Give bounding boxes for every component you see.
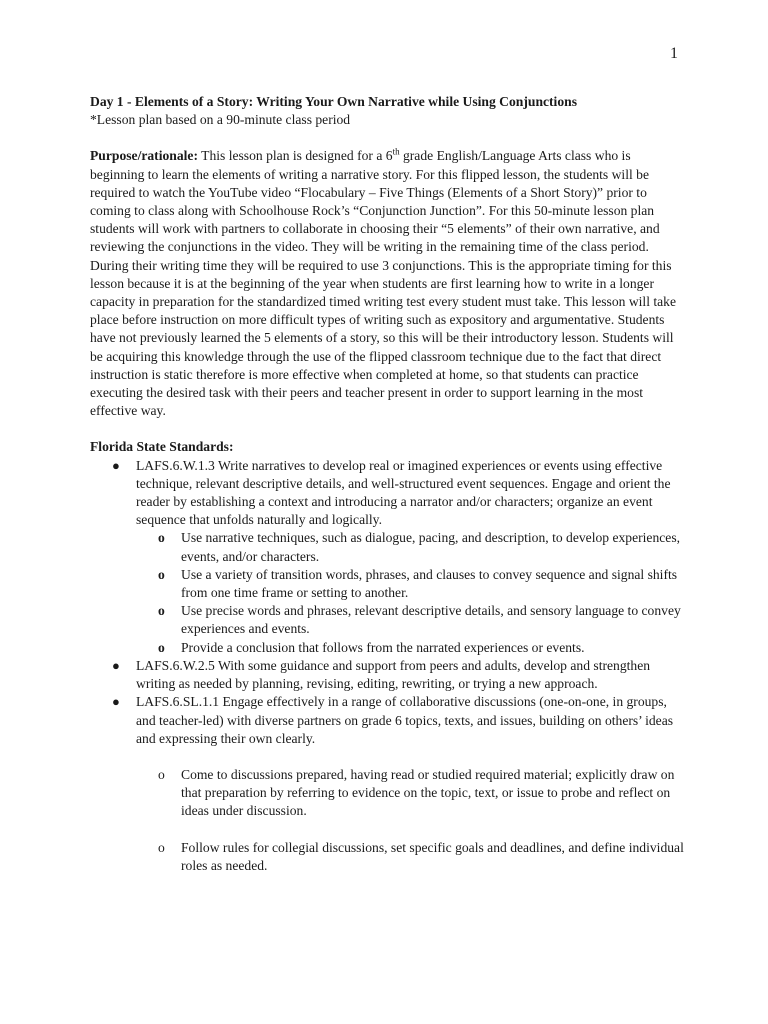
purpose-text-start: This lesson plan is designed for a 6 [197,148,393,164]
sub-standard-text: Provide a conclusion that follows from the narrated experiences or events. [181,639,585,655]
document-body [90,93,688,893]
sub-standard-text: Use precise words and phrases, relevant descriptive details, and sensory language to convey experiences and events. [181,603,681,637]
sub-standard-item [136,639,688,657]
sub-standards-list [136,766,688,875]
standard-text: LAFS.6.W.2.5 With some guidance and support from peers and adults, develop and strengthen writing as needed by planning, revising, editing, rewriting, or trying a new approach. [136,657,651,692]
lesson-title: Day 1 - Elements of a Story: Writing Your Own Narrative while Using Conjunctions [90,94,577,109]
sub-bullet-icon: o [158,639,165,655]
sub-bullet-icon: o [158,603,165,619]
standard-item-w25 [90,657,688,693]
sub-standard-item [136,602,688,638]
sub-standard-item [136,566,688,602]
bullet-icon: ● [112,694,120,710]
standard-text: LAFS.6.W.1.3 Write narratives to develop real or imagined experiences or events using effective technique, relevant descriptive details, and well-structured event sequences. Engage and orient the reader by establishing a context and introducing a narrator and/or characters; organize an event sequence that unfolds naturally and logically. [136,457,671,528]
standards-list [90,457,688,875]
purpose-paragraph [90,147,688,420]
purpose-label: Purpose/rationale: [90,148,198,164]
sub-standard-text: Use narrative techniques, such as dialogue, pacing, and description, to develop experiences, events, and/or characters. [181,530,681,564]
bullet-icon: ● [112,457,120,473]
standard-item-w13 [90,457,688,657]
lesson-subtitle: *Lesson plan based on a 90-minute class period [90,112,351,128]
page-number: 1 [670,45,678,62]
sub-bullet-icon: o [158,566,165,582]
sub-standard-item [136,839,688,875]
sub-bullet-icon: o [158,839,165,855]
sub-standard-text: Use a variety of transition words, phrases, and clauses to convey sequence and signal shifts from one time frame or setting to another. [181,566,678,601]
standards-heading: Florida State Standards: [90,439,234,455]
purpose-text-rest: grade English/Language Arts class who is beginning to learn the elements of writing a narrative story. For this flipped lesson, the students will be required to watch the YouTube video “Flocabulary – Five Things (Elements of a Short Story)” prior to coming to class along with Schoolhouse Rock’s “Conjunction Junction”. For this 50-minute lesson plan students will work with partners to collaborate in choosing their “5 elements” of their own narrative, and reviewing the conjunctions in the video. They will be writing in the remaining time of the class period. During their writing time they will be required to use 3 conjunctions. This is the appropriate timing for this lesson because it is at the beginning of the year when students are first learning how to write in a longer capacity in preparation for the standardized timed writing test every student must take. This lesson will take place before instruction on more difficult types of writing such as expository and argumentative. Students have not previously learned the 5 elements of a story, so this will be their introductory lesson. Students will be acquiring this knowledge through the use of the flipped classroom technique due to the fact that direct instruction is static therefore is more effective when completed at home, so that students can practice executing the desired task with their peers and teacher present in order to support learning in the most effective way. [90,148,677,419]
sub-bullet-icon: o [158,530,165,546]
sub-standard-text: Come to discussions prepared, having read or studied required material; explicitly draw on that preparation by referring to evidence on the topic, text, or issue to probe and reflect on ideas under discussion. [181,766,675,819]
sub-standard-text: Follow rules for collegial discussions, set specific goals and deadlines, and define individual roles as needed. [181,839,684,873]
sub-standard-item [136,766,688,821]
standard-text: LAFS.6.SL.1.1 Engage effectively in a range of collaborative discussions (one-on-one, in groups, and teacher-led) with diverse partners on grade 6 topics, texts, and issues, building on others’ ideas and expressing their own clearly. [136,694,674,746]
bullet-icon: ● [112,657,120,673]
purpose-ordinal-suffix: th [392,146,400,157]
standard-item-sl11 [90,693,688,875]
sub-standards-list [136,529,688,656]
sub-bullet-icon: o [158,766,165,782]
sub-standard-item [136,529,688,565]
